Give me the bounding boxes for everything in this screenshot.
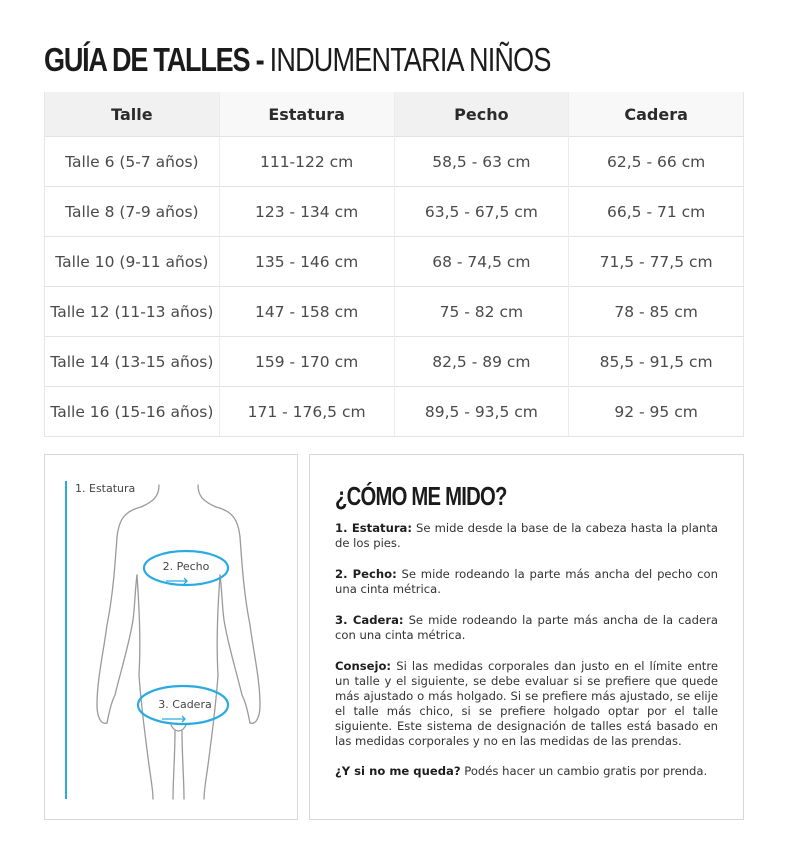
cell-pecho: 58,5 - 63 cm — [394, 137, 569, 187]
cadera-instruction — [335, 613, 718, 643]
body-measurement-figure — [44, 454, 298, 820]
cell-estatura: 159 - 170 cm — [219, 337, 394, 387]
estatura-label: 1. Estatura — [75, 482, 136, 495]
cambio-paragraph — [335, 764, 718, 779]
body-outline-illustration — [45, 455, 299, 821]
table-row — [45, 287, 744, 337]
cell-cadera: 66,5 - 71 cm — [569, 187, 744, 237]
cambio-description: Podés hacer un cambio gratis por prenda. — [460, 764, 708, 778]
cell-cadera: 78 - 85 cm — [569, 287, 744, 337]
cell-talle: Talle 16 (15-16 años) — [45, 387, 220, 437]
cell-pecho: 75 - 82 cm — [394, 287, 569, 337]
cell-talle: Talle 14 (13-15 años) — [45, 337, 220, 387]
column-header-estatura: Estatura — [219, 92, 394, 137]
cadera-label: 3. Cadera — [158, 698, 212, 711]
cadera-arrow-icon — [162, 716, 185, 722]
body-silhouette — [97, 485, 260, 799]
cell-cadera: 92 - 95 cm — [569, 387, 744, 437]
table-row — [45, 387, 744, 437]
consejo-term: Consejo: — [335, 659, 392, 673]
consejo-description: Si las medidas corporales dan justo en el límite entre un talle y el siguiente, se debe evaluar si se prefiere que quede más ajustado o más holgado. Si se prefiere más ajustado, se elije el talle más chico, si se prefiere holgado optar por el talle siguiente. Este sistema de designación de talles está basado en las medidas corporales y no en las medidas de las prendas. — [335, 659, 718, 748]
pecho-description: Se mide rodeando la parte más ancha del pecho con una cinta métrica. — [335, 567, 718, 596]
cell-estatura: 111-122 cm — [219, 137, 394, 187]
title-main: GUÍA DE TALLES — [44, 41, 250, 78]
estatura-instruction — [335, 521, 718, 551]
table-row — [45, 187, 744, 237]
size-table-header — [45, 92, 744, 137]
cell-estatura: 135 - 146 cm — [219, 237, 394, 287]
estatura-term: 1. Estatura: — [335, 521, 413, 535]
cambio-term: ¿Y si no me queda? — [335, 764, 461, 778]
table-row — [45, 137, 744, 187]
cell-talle: Talle 8 (7-9 años) — [45, 187, 220, 237]
table-row — [45, 237, 744, 287]
cadera-term: 3. Cadera: — [335, 613, 404, 627]
cell-talle: Talle 10 (9-11 años) — [45, 237, 220, 287]
cell-talle: Talle 6 (5-7 años) — [45, 137, 220, 187]
title-subtitle: INDUMENTARIA NIÑOS — [269, 41, 551, 78]
pecho-label: 2. Pecho — [162, 560, 210, 573]
cadera-description: Se mide rodeando la parte más ancha de la cadera con una cinta métrica. — [335, 613, 718, 642]
pecho-instruction — [335, 567, 718, 597]
column-header-cadera: Cadera — [569, 92, 744, 137]
column-header-talle: Talle — [45, 92, 220, 137]
cell-cadera: 71,5 - 77,5 cm — [569, 237, 744, 287]
cell-cadera: 85,5 - 91,5 cm — [569, 337, 744, 387]
cell-pecho: 68 - 74,5 cm — [394, 237, 569, 287]
instructions-title: ¿CÓMO ME MIDO? — [335, 481, 507, 511]
cell-pecho: 63,5 - 67,5 cm — [394, 187, 569, 237]
column-header-pecho: Pecho — [394, 92, 569, 137]
page-title — [44, 40, 551, 80]
size-table — [44, 92, 744, 437]
title-separator: - — [255, 41, 264, 78]
cell-estatura: 123 - 134 cm — [219, 187, 394, 237]
cell-estatura: 171 - 176,5 cm — [219, 387, 394, 437]
cell-estatura: 147 - 158 cm — [219, 287, 394, 337]
consejo-paragraph — [335, 659, 718, 749]
cell-talle: Talle 12 (11-13 años) — [45, 287, 220, 337]
instructions-body — [335, 521, 718, 795]
estatura-description: Se mide desde la base de la cabeza hasta la planta de los pies. — [335, 521, 718, 550]
measurement-instructions — [309, 454, 744, 820]
table-row — [45, 337, 744, 387]
cell-pecho: 89,5 - 93,5 cm — [394, 387, 569, 437]
cell-cadera: 62,5 - 66 cm — [569, 137, 744, 187]
cell-pecho: 82,5 - 89 cm — [394, 337, 569, 387]
pecho-term: 2. Pecho: — [335, 567, 397, 581]
